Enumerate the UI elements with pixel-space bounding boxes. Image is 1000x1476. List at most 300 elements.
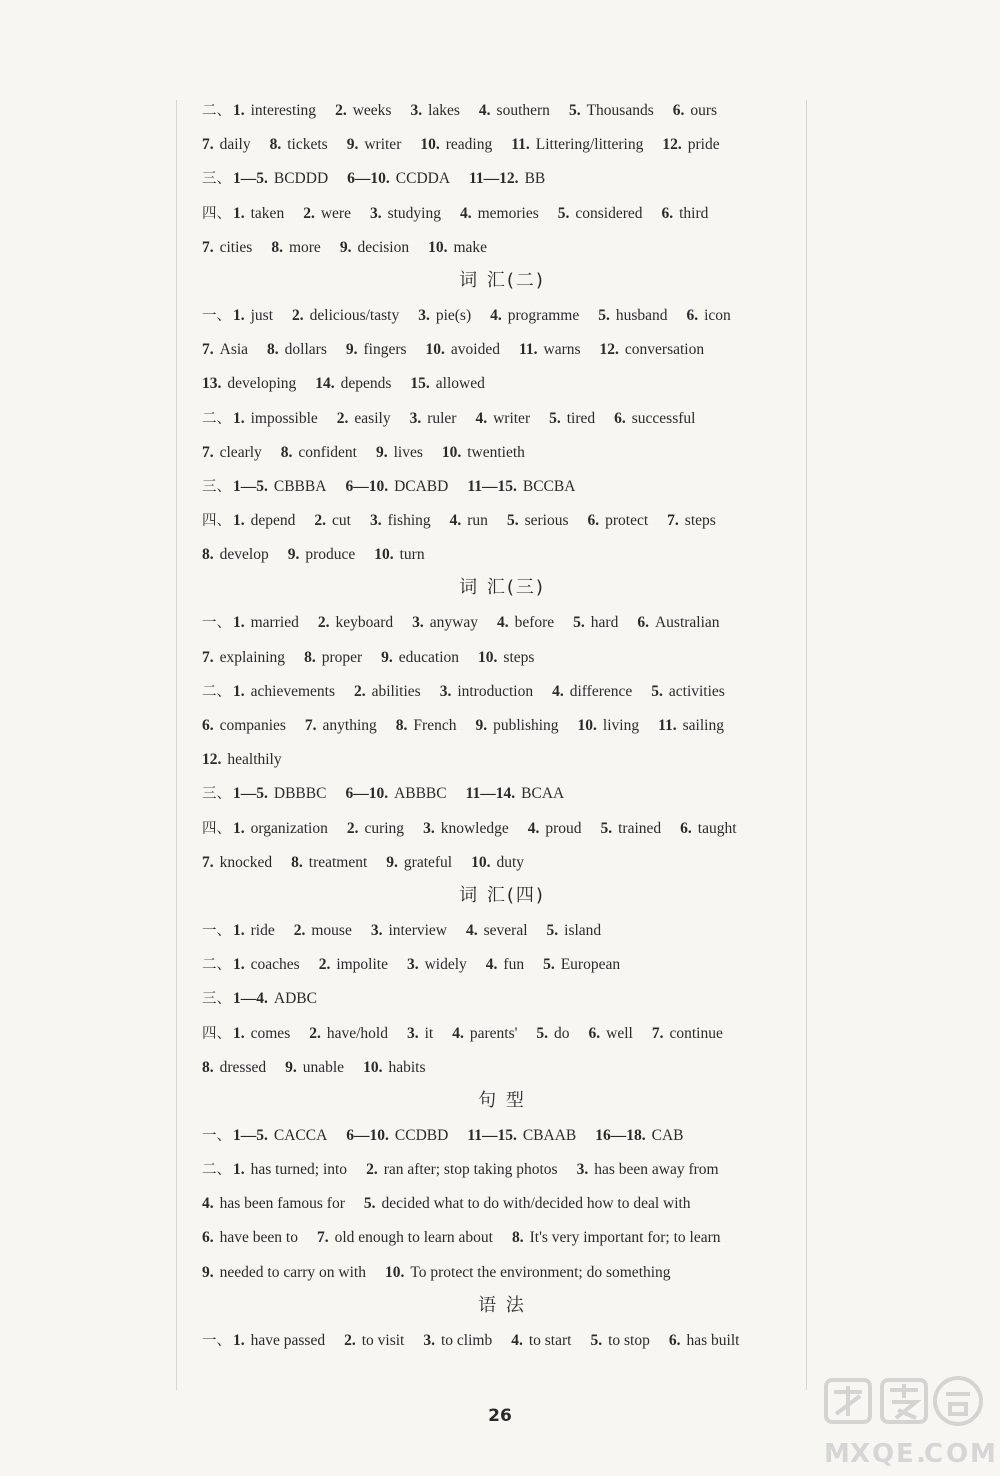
svg-text:X: X [850,1439,871,1469]
answer-text: decided what to do with/decided how to deal with [381,1195,691,1213]
answer-line [202,94,802,128]
answer-item [667,504,716,538]
answer-item [614,402,695,436]
answer-item [319,948,388,982]
answer-text: protect [605,512,649,530]
answer-item [662,197,709,231]
answer-item [233,812,328,846]
question-number: 2. [335,102,347,119]
question-number: 10. [441,443,462,461]
answer-line [202,128,802,162]
answer-text: difference [569,682,633,700]
answer-text: treatment [308,853,368,871]
question-number: 4. [459,204,472,222]
answer-text: education [398,648,460,666]
answer-line [202,470,802,504]
answer-item [346,333,407,367]
question-number: 1—5. [233,477,268,495]
answer-item [396,709,457,743]
answer-text: BCAA [521,785,565,803]
question-number: 7. [667,512,679,530]
answer-item [233,675,335,709]
answer-text: island [564,921,602,939]
answer-text: daily [219,136,251,154]
question-number: 6—10. [346,1126,389,1144]
question-number: 5. [363,1195,376,1213]
question-number: 2. [303,204,315,222]
question-section-marker: 二、 [202,957,231,974]
answer-item [467,470,575,504]
answer-text: developing [227,375,297,393]
svg-text:M: M [970,1439,996,1469]
answer-item [466,914,528,948]
question-section-marker: 一、 [202,1127,231,1144]
answer-line [202,1324,802,1358]
question-number: 10. [384,1263,405,1281]
answer-line [202,846,802,880]
answer-text: has been away from [594,1161,719,1179]
question-number: 7. [202,238,214,256]
question-number: 8. [202,1058,214,1076]
question-number: 7. [202,648,214,666]
answer-text: explaining [219,648,286,666]
answer-item [202,846,272,880]
question-number: 6. [661,204,674,222]
answer-text: has built [686,1331,740,1349]
answer-item [271,231,320,265]
answer-item [497,606,554,640]
answer-item [543,948,620,982]
question-number: 5. [557,204,570,222]
answer-item [651,675,725,709]
answer-item [337,402,391,436]
answer-text: continue [669,1024,723,1042]
answer-item [366,1153,558,1187]
question-number: 5. [549,409,561,427]
question-number: 3. [418,306,430,324]
question-number: 5. [598,306,610,324]
question-number: 9. [375,443,388,461]
answer-text: ride [250,921,275,939]
question-section-marker: 四、 [202,1025,231,1042]
answer-text: anyway [429,614,478,632]
answer-item [577,1153,719,1187]
answer-item [589,1017,633,1051]
answer-line [202,709,802,743]
answer-line [202,1017,802,1051]
answer-item [673,94,717,128]
answer-item [511,1324,571,1358]
question-number: 2. [317,614,330,632]
question-number: 4. [490,306,502,324]
answer-text: CCDBD [394,1126,449,1144]
section-heading: 句 型 [478,1089,526,1111]
answer-text: ABBBC [394,785,447,803]
answer-item [233,914,275,948]
question-section-marker: 三、 [202,171,231,188]
question-number: 8. [395,717,408,734]
question-number: 3. [369,204,382,222]
answer-item [267,333,327,367]
answer-item [595,1119,683,1153]
answer-item [270,128,328,162]
answer-text: CACCA [273,1126,328,1144]
answer-text: publishing [493,717,559,734]
answer-item [233,777,326,811]
answer-text: ruler [427,409,457,427]
answer-text: has turned; into [250,1161,348,1179]
section-heading: 词 汇(二) [459,269,545,291]
answer-line [202,333,802,367]
question-number: 4. [466,921,478,939]
answer-line [202,675,802,709]
answer-item [410,402,457,436]
answer-line [202,504,802,538]
svg-text:E: E [896,1439,914,1469]
answer-text: Littering/littering [535,136,644,154]
answer-item [347,128,402,162]
answer-item [233,1324,325,1358]
answer-item [587,504,648,538]
answer-line [202,436,802,470]
answer-item [669,1324,740,1358]
question-number: 11. [511,136,530,154]
answer-item [233,606,299,640]
answer-item [281,436,357,470]
question-number: 4. [511,1331,523,1349]
answer-text: fingers [363,341,407,359]
answer-text: easily [354,409,391,427]
answer-text: curing [364,819,405,837]
answer-text: interesting [250,102,317,119]
answer-line [202,1187,802,1221]
answer-text: were [320,204,351,222]
question-number: 2. [353,682,366,700]
answer-text: just [250,306,274,324]
question-number: 6—10. [345,785,389,803]
answer-text: married [250,614,299,632]
question-number: 10. [363,1058,383,1076]
question-number: 8. [269,136,282,154]
watermark-logo [812,1374,1000,1471]
watermark-logo-icon [812,1374,1000,1471]
answer-text: icon [704,306,731,324]
answer-item [386,846,452,880]
question-number: 9. [381,648,393,666]
question-number: 2. [366,1161,378,1179]
question-number: 11—12. [469,170,519,188]
answer-line [202,982,802,1016]
answer-text: Thousands [586,102,654,119]
answer-item [285,1051,344,1085]
answer-item [507,504,569,538]
question-number: 6. [672,102,685,119]
question-number: 5. [651,682,663,700]
answer-item [233,94,316,128]
question-number: 5. [543,956,555,974]
answer-item [340,231,409,265]
answer-item [569,94,654,128]
question-number: 9. [475,717,488,734]
answer-text: confident [298,443,357,461]
question-section-marker: 三、 [202,991,231,1008]
answer-text: to start [528,1331,572,1349]
answer-text: unable [302,1058,345,1076]
question-number: 3. [412,614,424,632]
answer-line [202,606,802,640]
answer-item [479,94,550,128]
answer-line [202,538,802,572]
answer-item [202,333,248,367]
answer-item [478,641,534,675]
question-section-marker: 一、 [202,307,231,324]
answer-item [233,1153,347,1187]
question-number: 11—15. [467,477,517,495]
answer-item [315,367,391,401]
answer-item [475,402,530,436]
question-section-marker: 二、 [202,410,231,427]
answer-text: Asia [219,341,249,359]
answer-text: reading [445,136,493,154]
answer-text: to climb [440,1331,493,1349]
question-number: 1. [233,204,245,222]
question-number: 16—18. [595,1126,646,1144]
question-number: 7. [202,443,214,461]
answer-item [314,504,351,538]
question-section-marker: 一、 [202,1332,231,1349]
answer-text: more [288,238,321,256]
answer-item [420,128,492,162]
answer-text: successful [631,409,696,427]
question-number: 10. [471,853,491,871]
answer-text: allowed [435,375,485,393]
question-number: 1. [233,819,245,837]
question-number: 2. [314,512,327,530]
svg-text:O: O [946,1439,969,1469]
answer-text: warns [543,341,581,359]
answer-text: widely [424,956,467,974]
question-number: 11—14. [465,785,516,803]
answer-item [558,197,643,231]
answer-item [303,197,351,231]
answer-text: memories [477,204,539,222]
answer-item [442,436,525,470]
answer-item [309,1017,388,1051]
answer-item [233,299,273,333]
answer-text: husband [615,306,668,324]
answer-text: To protect the environment; do something [410,1263,671,1281]
question-section-marker: 一、 [202,615,231,632]
answer-item [511,128,643,162]
question-number: 1—4. [233,990,268,1008]
question-number: 2. [293,921,306,939]
answer-item [471,846,524,880]
answer-text: mouse [311,921,352,939]
answer-item [202,367,296,401]
question-number: 1—5. [233,1126,268,1144]
answer-item [423,812,509,846]
answer-item [412,606,478,640]
question-number: 4. [475,409,488,427]
answer-text: Australian [654,614,720,632]
answer-text: well [606,1024,633,1042]
answer-item [598,299,667,333]
answer-text: it [424,1024,434,1042]
question-number: 3. [369,512,382,530]
answer-line [202,402,802,436]
answer-text: delicious/tasty [309,306,400,324]
answer-text: healthily [227,751,282,769]
question-number: 4. [485,956,498,974]
question-number: 1—5. [233,785,268,803]
answer-item [347,812,404,846]
section-heading: 语 法 [478,1294,526,1316]
answer-item [371,914,447,948]
answer-item [466,777,565,811]
answer-text: BCDDD [273,170,329,188]
question-number: 3. [439,682,452,700]
question-section-marker: 四、 [202,205,231,222]
answer-text: anything [322,717,377,734]
answer-line [202,162,802,196]
answer-item [410,94,459,128]
question-number: 2. [318,956,331,974]
answer-text: taken [250,204,285,222]
answer-item [335,94,391,128]
question-number: 8. [202,546,214,564]
answer-text: knowledge [440,819,509,837]
answer-item [370,197,441,231]
answer-item [385,1256,671,1290]
question-number: 7. [316,1229,329,1247]
question-number: 9. [386,853,398,871]
question-number: 5. [600,819,613,837]
answer-text: have passed [250,1331,326,1349]
answer-text: writer [364,136,402,154]
answer-text: comes [250,1024,291,1042]
answer-item [440,675,533,709]
question-number: 11. [658,717,677,734]
answer-line [202,1119,802,1153]
question-number: 6. [202,717,214,734]
answer-text: produce [305,546,356,564]
answer-line [202,1153,802,1187]
question-section-marker: 二、 [202,103,231,119]
question-number: 9. [287,546,300,564]
answer-item [202,1187,345,1221]
answer-item [519,333,581,367]
question-number: 4. [452,1024,464,1042]
answer-item [381,641,459,675]
answer-item [363,1051,425,1085]
answer-item [233,470,326,504]
answer-item [202,743,282,777]
answer-text: make [453,238,488,256]
answer-item [347,162,450,196]
answer-text: BCCBA [522,477,576,495]
question-number: 9. [345,341,358,359]
answer-text: abilities [371,682,421,700]
answer-text: before [514,614,555,632]
answer-item [202,709,286,743]
answer-item [662,128,719,162]
answer-item [202,641,285,675]
question-number: 7. [651,1024,664,1042]
question-number: 12. [662,136,682,154]
question-number: 14. [315,375,335,393]
answer-text: steps [684,512,716,530]
question-number: 9. [339,238,352,256]
answer-text: duty [496,853,525,871]
answer-line [202,1256,802,1290]
question-number: 1. [233,682,245,700]
answer-item [536,1017,569,1051]
answer-text: trained [618,819,662,837]
question-number: 4. [202,1195,214,1213]
answer-text: impolite [336,956,388,974]
answer-item [233,1119,327,1153]
answer-item [475,709,558,743]
answer-text: run [467,512,488,530]
answer-item [318,606,393,640]
answer-item [292,299,399,333]
question-section-marker: 三、 [202,786,231,803]
question-number: 1. [233,1024,245,1042]
question-number: 11—15. [467,1126,517,1144]
question-number: 10. [425,341,445,359]
answer-text: interview [388,921,447,939]
answer-text: cities [219,238,253,256]
answer-item [304,641,362,675]
answer-text: habits [388,1058,426,1076]
question-number: 1. [233,1161,245,1179]
question-number: 9. [346,136,359,154]
answer-item [233,504,295,538]
answer-item [317,1221,493,1255]
answer-item [407,1017,433,1051]
answer-text: European [560,956,621,974]
question-number: 5. [573,614,585,632]
answer-text: cut [332,512,351,530]
answer-text: DCABD [394,477,449,495]
question-number: 5. [506,512,519,530]
answer-item [573,606,618,640]
answer-text: old enough to learn about [334,1229,493,1247]
answer-text: considered [575,204,643,222]
answer-text: introduction [457,682,534,700]
answer-text: has been famous for [219,1195,345,1213]
answer-text: tired [566,409,596,427]
answer-text: pie(s) [435,306,472,324]
answer-text: proper [321,648,363,666]
answer-item [426,333,500,367]
question-number: 13. [202,375,222,393]
answer-item [450,504,488,538]
answer-text: organization [250,819,328,837]
answer-item [202,231,252,265]
section-heading: 词 汇(三) [459,577,545,599]
answer-text: conversation [624,341,705,359]
answer-text: hard [590,614,619,632]
answer-text: French [413,717,457,734]
question-number: 3. [423,1331,435,1349]
question-number: 8. [304,648,316,666]
answer-item [364,1187,691,1221]
answer-text: fun [503,956,525,974]
answer-line [202,197,802,231]
answer-text: fishing [387,512,431,530]
answer-text: pride [687,136,720,154]
